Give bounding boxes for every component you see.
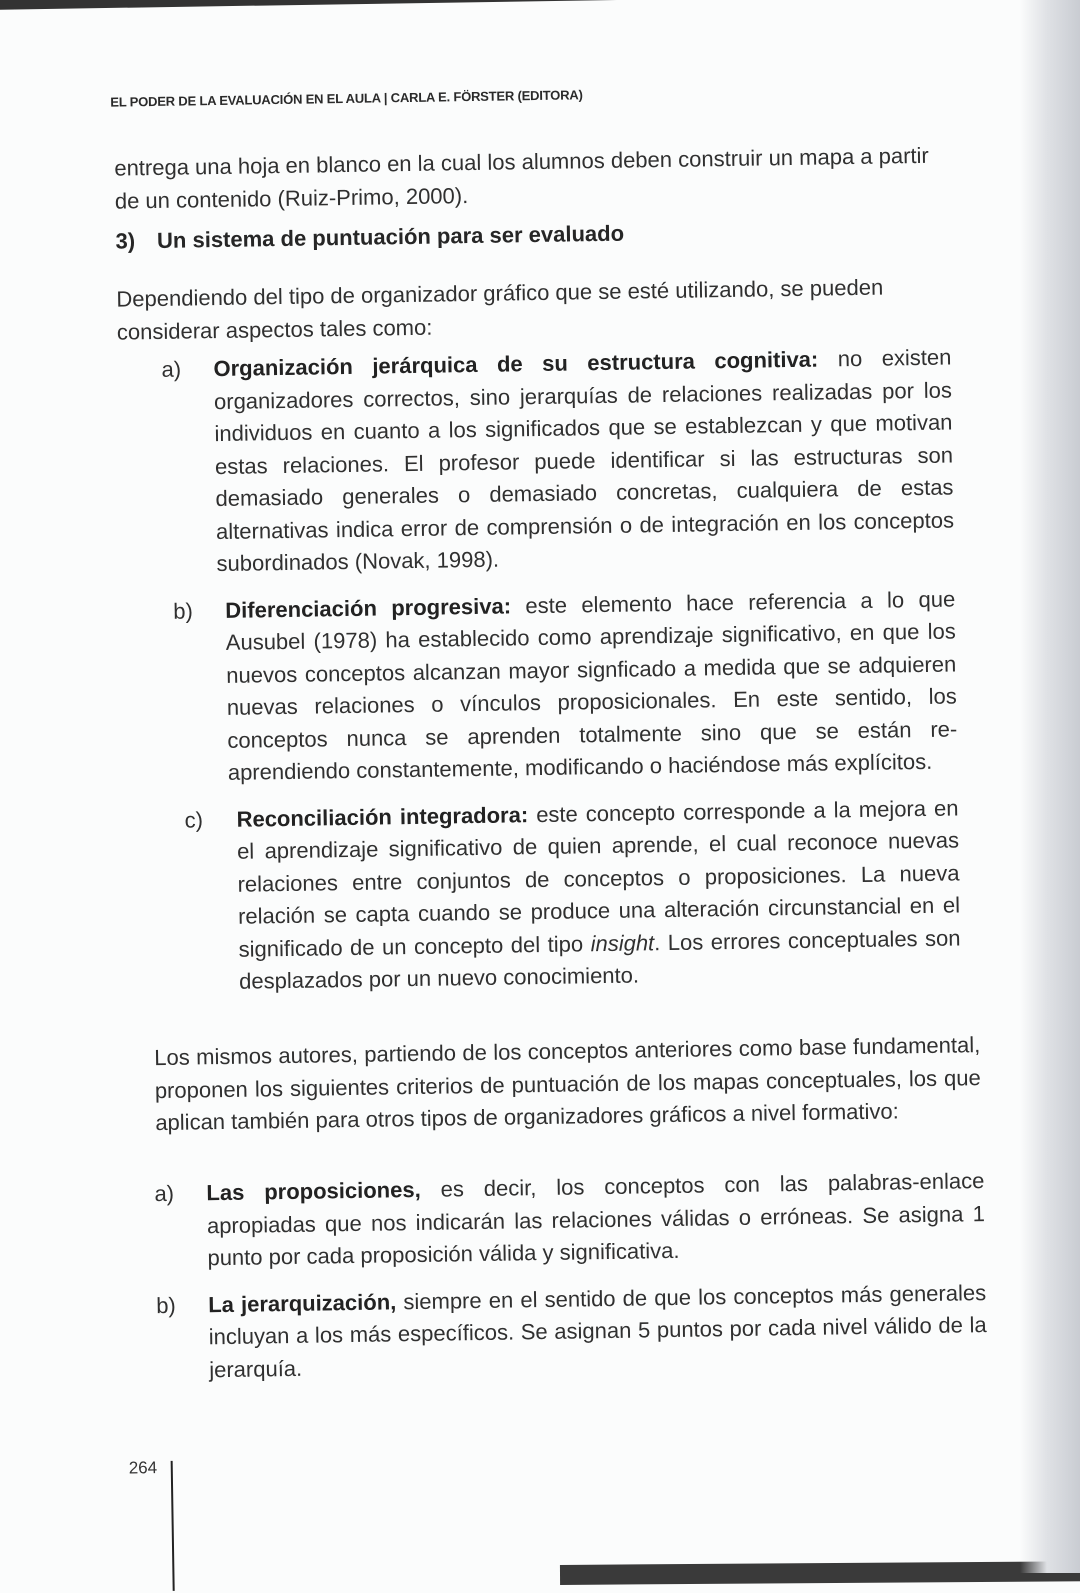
depend-paragraph: Dependiendo del tipo de organizador gráfico que se esté utilizando, se pueden considerar aspectos tales como: [116, 274, 884, 345]
criteria-list [154, 1165, 987, 1401]
criterion-content [208, 1277, 987, 1387]
aspect-item [184, 792, 961, 999]
aspects-list [161, 341, 961, 1013]
aspect-content [225, 583, 958, 789]
aspect-term: Reconciliación integradora: [236, 801, 529, 832]
aspect-italic-term: insight [590, 929, 655, 956]
section-heading [115, 221, 624, 255]
list-marker: b) [156, 1292, 176, 1318]
criterion-item [154, 1165, 985, 1276]
running-head: EL PODER DE LA EVALUACIÓN EN EL AULA | CARLA E. FÖRSTER (EDITORA) [110, 87, 583, 110]
section-title: Un sistema de puntuación para ser evaluado [156, 220, 625, 253]
aspect-text: este elemento hace referencia a lo que Ausubel (1978) ha establecido como aprendizaje significativo, en que los nuevos conceptos alcanzan mayor signficado a medida que se adquieren nuevas relaciones o vínculos proposicionales. En este sentido, los conceptos nunca se aprenden totalmente sino que se están re-aprendiendo constantemente, modificando o haciéndose más explícitos. [225, 585, 958, 785]
aspect-item [173, 583, 958, 790]
criterion-text: es decir, los conceptos con las palabras-enlace apropiadas que nos indicarán las relaciones válidas o erróneas. Se asigna 1 punto por cada proposición válida y significativa. [206, 1168, 986, 1271]
criterion-item [156, 1277, 987, 1388]
authors-paragraph: Los mismos autores, partiendo de los conceptos anteriores como base fundamental, proponen los siguientes criterios de puntuación de los mapas conceptuales, los que aplican también para otros tipos de organizadores gráficos a nivel formativo: [154, 1032, 981, 1136]
page-number: 264 [128, 1458, 158, 1478]
aspect-term: Organización jerárquica de su estructura cognitiva: [213, 346, 819, 382]
list-marker: a) [154, 1180, 175, 1207]
list-marker: a) [161, 356, 182, 382]
aspect-content [213, 341, 954, 580]
intro-paragraph: entrega una hoja en blanco en la cual los alumnos deben construir un mapa a partir de un contenido (Ruiz-Primo, 2000). [114, 142, 929, 214]
aspect-text-before: este concepto corresponde a la mejora en el aprendizaje significativo de quien aprende, el cual reconoce nuevas relaciones entre conjuntos de conceptos o proposiciones. La nueva relación se capta cuando se produce una alteración circunstancial en el significado de un concepto del tipo [236, 794, 961, 962]
criterion-term: La jerarquización, [207, 1288, 397, 1317]
criterion-content [206, 1165, 985, 1275]
criterion-text: siempre en el sentido de que los conceptos más generales incluyan a los más específicos. Se asignan 5 puntos por cada nivel válido de la jerarquía. [208, 1279, 987, 1382]
aspect-item [161, 341, 954, 581]
section-number: 3) [115, 228, 136, 254]
folio-rule [171, 1461, 175, 1591]
list-marker: c) [184, 806, 204, 833]
aspect-term: Diferenciación progresiva: [225, 592, 512, 623]
aspect-text-after: . Los errores conceptuales son desplazados por un nuevo conocimiento. [238, 924, 961, 994]
criterion-term: Las proposiciones, [206, 1176, 421, 1206]
list-marker: b) [173, 597, 194, 624]
aspect-text: no existen organizadores correctos, sino jerarquías de relaciones realizadas por los individuos en cuanto a los significados que se establezcan y que motivan estas relaciones. El profesor puede identificar si las estructuras son demasiado generales o demasiado concretas, cualquiera de estas alternativas indica error de comprensión o de integración en los conceptos subordinados (Novak, 1998). [213, 344, 955, 577]
aspect-content [236, 792, 961, 998]
